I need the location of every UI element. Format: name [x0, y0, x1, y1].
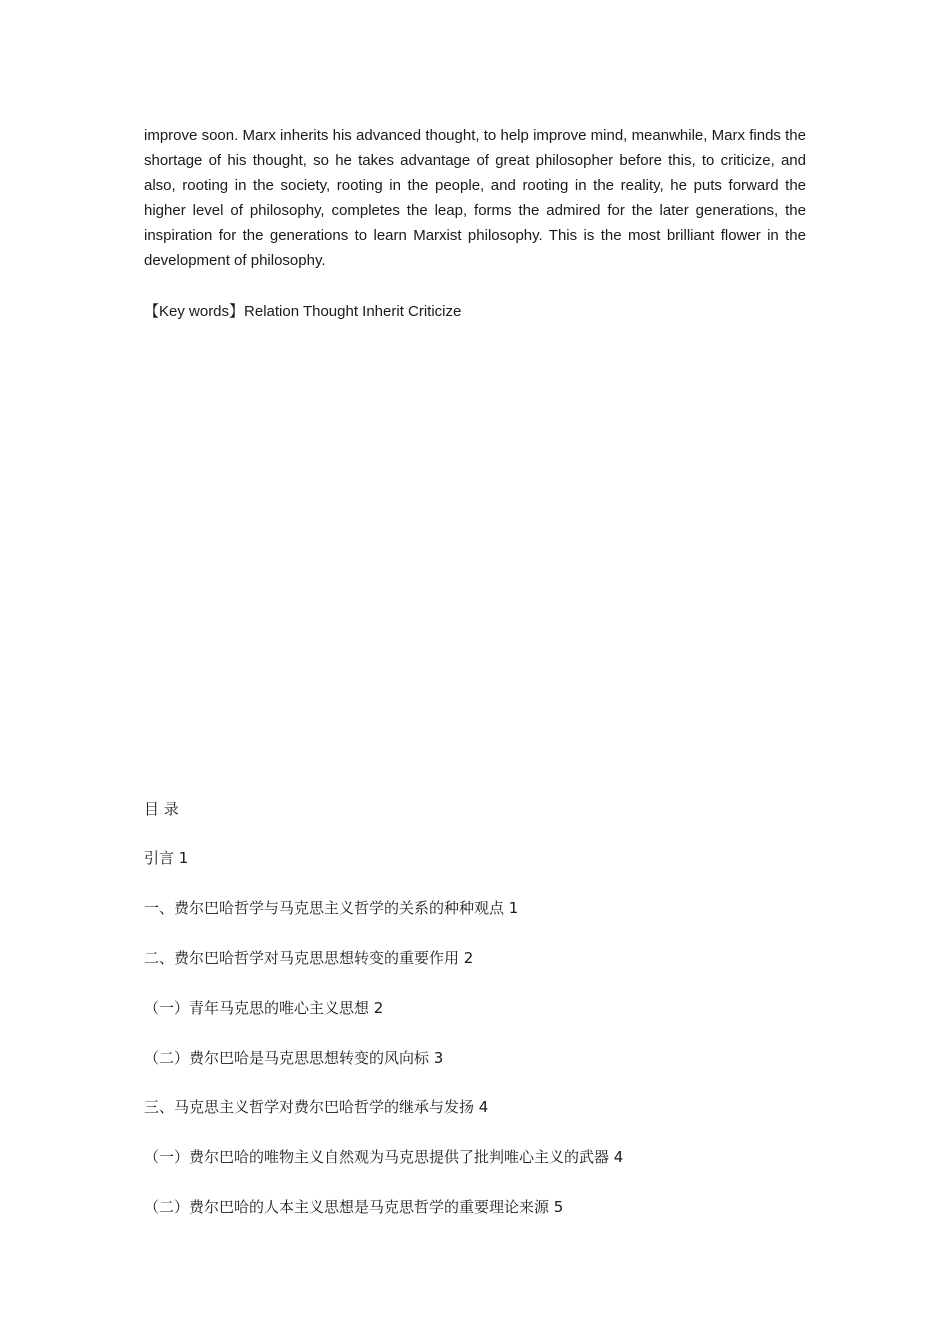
toc-entry-section-3-2: （二）费尔巴哈的人本主义思想是马克思哲学的重要理论来源 5: [144, 1198, 564, 1216]
toc-entry-section-1: 一、费尔巴哈哲学与马克思主义哲学的关系的种种观点 1: [144, 899, 519, 917]
abstract-paragraph: improve soon. Marx inherits his advanced thought, to help improve mind, meanwhile, Marx finds the shortage of his thought, so he takes advantage of great philosopher before this, to criticize, and also, rooting in the society, rooting in the people, and rooting in the reality, he puts forward the higher level of philosophy, completes the leap, forms the admired for the later generations, the inspiration for the generations to learn Marxist philosophy. This is the most brilliant flower in the development of philosophy.: [144, 127, 806, 269]
toc-entry-section-2-2: （二）费尔巴哈是马克思思想转变的风向标 3: [144, 1049, 444, 1067]
toc-entry-section-3: 三、马克思主义哲学对费尔巴哈哲学的继承与发扬 4: [144, 1098, 489, 1116]
toc-entry-section-3-1: （一）费尔巴哈的唯物主义自然观为马克思提供了批判唯心主义的武器 4: [144, 1148, 624, 1166]
keywords-line: 【Key words】Relation Thought Inherit Criticize: [144, 303, 462, 320]
toc-title: 目 录: [144, 800, 179, 818]
toc-entry-section-2-1: （一）青年马克思的唯心主义思想 2: [144, 999, 384, 1017]
toc-entry-section-2: 二、费尔巴哈哲学对马克思思想转变的重要作用 2: [144, 949, 474, 967]
toc-entry-introduction: 引言 1: [144, 849, 189, 867]
